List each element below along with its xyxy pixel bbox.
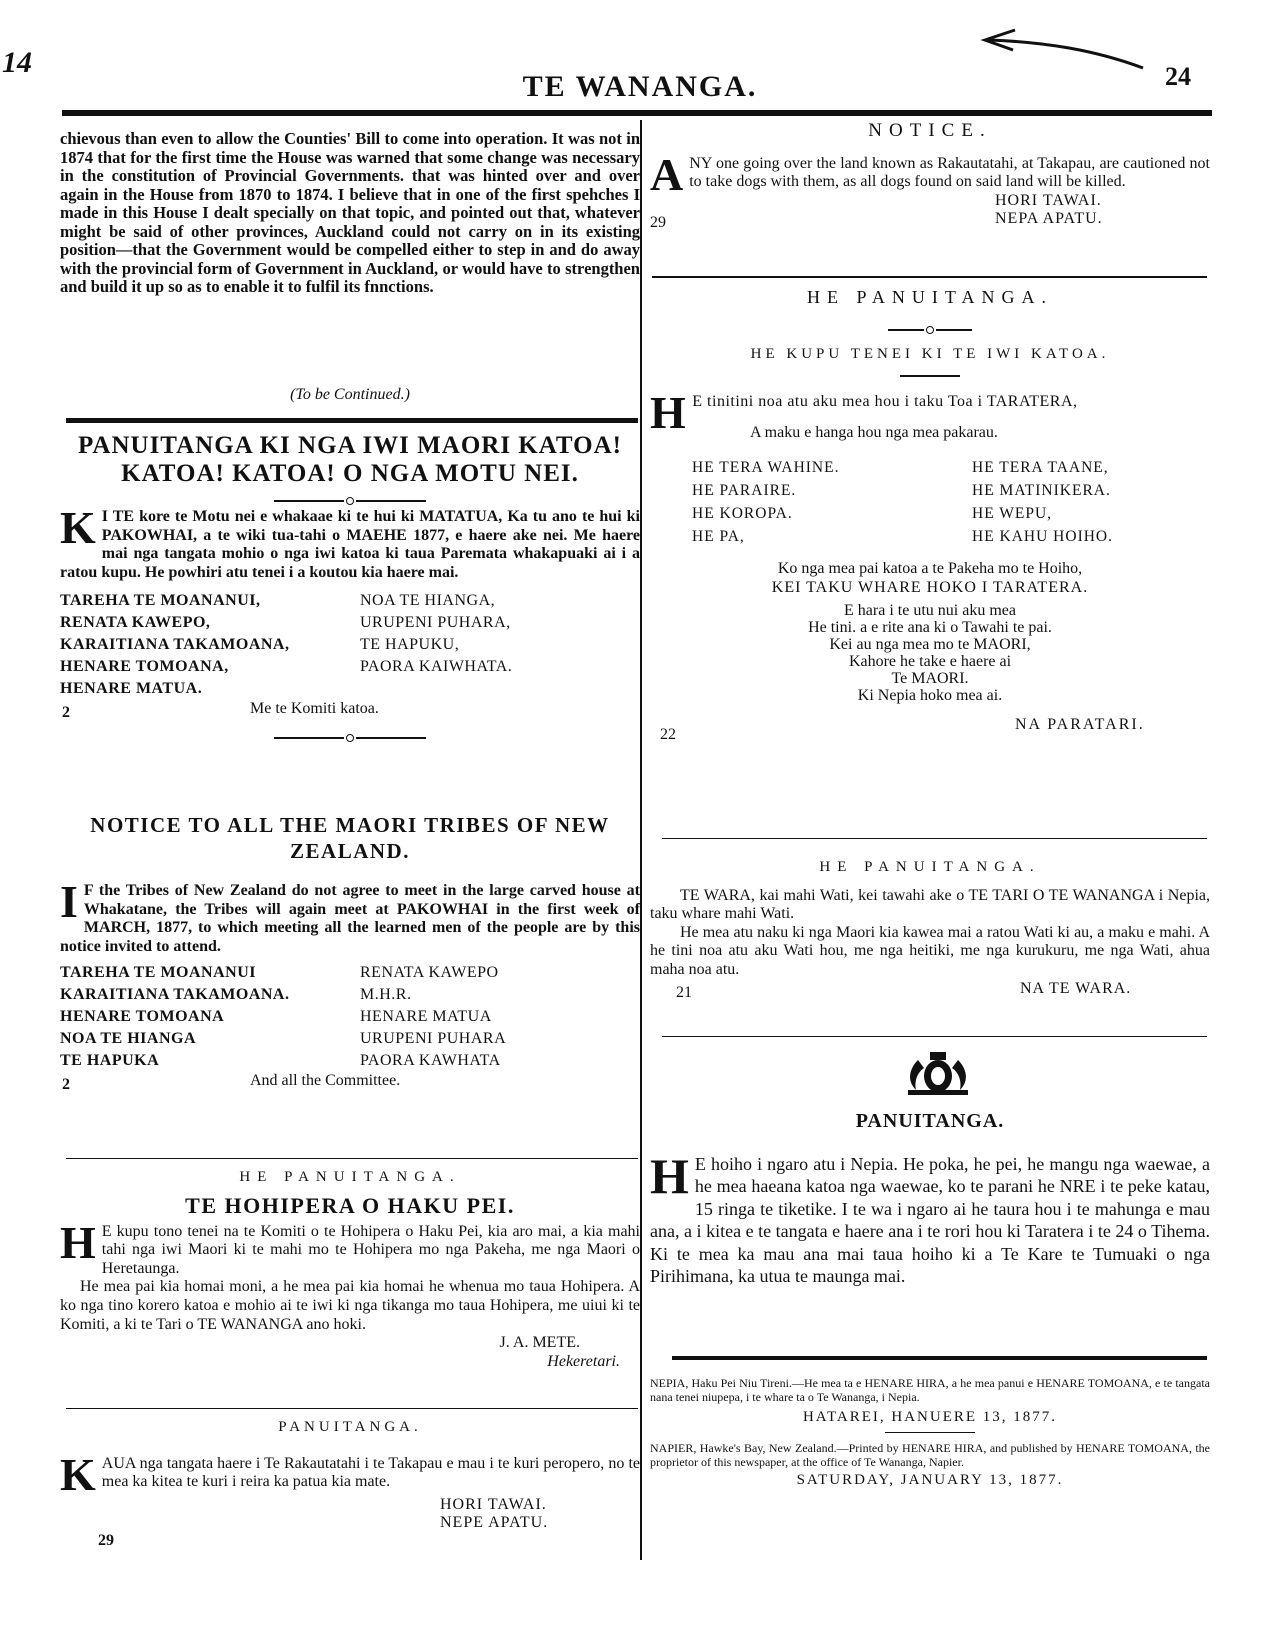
short-rule	[900, 375, 960, 377]
arrow-icon	[975, 28, 1145, 73]
kuri-notice	[60, 1418, 640, 1562]
names-right: RENATA KAWEPO M.H.R. HENARE MATUA URUPENI PUHARA PAORA KAWHATA	[360, 964, 507, 1070]
wara-signer: NA TE WARA.	[1020, 979, 1132, 997]
kuri-heading: PANUITANGA.	[278, 1419, 422, 1435]
paratari-body: H E tinitini noa atu aku mea hou i taku Toa i TARATERA,	[650, 387, 1078, 439]
wara-notice	[650, 858, 1210, 1004]
paratari-heading: HE PANUITANGA.	[807, 287, 1053, 307]
names-left: TAREHA TE MOANANUI, RENATA KAWEPO, KARAITIANA TAKAMOANA, HENARE TOMOANA, HENARE MATUA.	[60, 592, 290, 698]
paratari-verse: E hara i te utu nui aku mea He tini. a e rite ana ki o Tawahi te pai. Kei au nga mea mo te MAORI, Kahore he take e haere ai Te MAORI. Ki Nepia hoko mea ai.	[808, 601, 1052, 704]
issue-number: 29	[98, 1531, 114, 1549]
hohipera-body-2: He mea pai kia homai moni, a he mea pai kia homai he whenua mo taua Hohipera. A ko nga tino korero katoa e mohio ai te iwi ki nga tikanga mo taua Hohipera, me uiui ki te Komiti, a ki te Tari o TE WANANGA ano hoki.	[60, 1278, 640, 1333]
drop-cap: K	[60, 1448, 96, 1500]
paratari-line-1: Ko nga mea pai katoa a te Pakeha mo te Hoiho,	[777, 560, 1083, 578]
section-rule	[652, 276, 1207, 278]
section-rule	[662, 838, 1207, 839]
issue-number: 22	[660, 725, 676, 743]
notice-dogs-signer-1: HORI TAWAI.	[995, 191, 1102, 209]
section-rule	[66, 418, 638, 423]
panui1-body: K I TE kore te Motu nei e whakaae ki te hui ki MATATUA, Ka tu ano te hui ki PAKOWHAI, a te wiki tua-tahi o MAEHE 1877, e haere ake nei. Me haere mai nga tangata mohio o nga iwi katoa ki taua Paremata whakapuaki ai i a ratou kupu. He powhiri atu tenei i a koutou kia haere mai.	[60, 502, 640, 581]
colophon-maori-date: HATAREI, HANUERE 13, 1877.	[802, 1409, 1058, 1425]
kuri-signer-2: NEPE APATU.	[440, 1513, 549, 1531]
colophon-rule	[885, 1432, 975, 1433]
hohipera-signer-title: Hekeretari.	[547, 1352, 620, 1370]
notice1-heading: NOTICE TO ALL THE MAORI TRIBES OF NEW ZEALAND.	[90, 813, 610, 863]
ornament-divider	[60, 728, 640, 740]
drop-cap: H	[60, 1216, 96, 1268]
notice-maori-tribes	[60, 812, 640, 1094]
kuri-body: KAUA nga tangata haere i Te Rakautatahi i te Takapau e mau i te kuri peropero, no te mea ka kitea te kuri i reira ka patua kia mate.	[60, 1448, 640, 1500]
drop-cap: I	[60, 876, 78, 927]
hoiho-heading: PANUITANGA.	[855, 1110, 1005, 1132]
hohipera-body: H E kupu tono tenei na te Komiti o te Hohipera o Haku Pei, kia aro mai, a kia mahi tahi nga iwi Maori ki te mahi mo te Hohipera mo nga Pakeha, me nga Maori o Heretaunga.	[60, 1216, 640, 1277]
ornament-divider	[650, 321, 1210, 333]
panuitanga-iwi-maori	[60, 432, 640, 744]
paratari-body-2: A maku e hanga hou nga mea pakarau.	[750, 423, 998, 441]
colophon-english: NAPIER, Hawke's Bay, New Zealand.—Printed by HENARE HIRA, and published by HENARE TOMOANA, the proprietor of this newspaper, at the office of Te Wananga, Napier.	[650, 1441, 1210, 1469]
kuri-signer-1: HORI TAWAI.	[440, 1495, 547, 1513]
notice-dogs	[650, 122, 1210, 232]
royal-crest-icon	[888, 1050, 988, 1098]
to-be-continued: (To be Continued.)	[290, 386, 410, 403]
paratari-notice	[650, 288, 1210, 746]
page-number: 24	[1165, 62, 1191, 91]
notice-dogs-body: ANY one going over the land known as Rakautatahi, at Takapau, are cautioned not to take dogs with them, as all dogs found on said land will be killed.	[650, 148, 1210, 200]
wara-body-1: TE WARA, kai mahi Wati, kei tawahi ake o TE TARI O TE WANANGA i Nepia, taku whare mahi Wati.	[650, 886, 1210, 923]
wara-heading: HE PANUITANGA.	[819, 859, 1041, 875]
notice1-body: I F the Tribes of New Zealand do not agree to meet in the large carved house at Whakatane, the Tribes will again meet at PAKOWHAI in the first week of MARCH, 1877, to which meeting all the learned men of the people are by this notice invited to attend.	[60, 876, 640, 955]
panui1-names	[60, 590, 640, 700]
drop-cap: K	[60, 502, 96, 553]
drop-cap: H	[650, 1147, 689, 1204]
colophon	[650, 1376, 1210, 1487]
notice-dogs-signer-2: NEPA APATU.	[995, 209, 1103, 227]
column-divider	[640, 120, 642, 1560]
paratari-subheading: HE KUPU TENEI KI TE IWI KATOA.	[750, 345, 1110, 362]
hoiho-body: H E hoiho i ngaro atu i Nepia. He poka, he pei, he mangu nga waewae, a he mea haeana katoa nga waewae, ko te parani he NRE i te peke katau, 15 ringa te tiketike. I te wa i ngaro ai he taura hou i te mahunga e mau ana, a i kitea e te tangata e haere ana i te rori hou ki Taratera i te 24 o Tihema. Ki te mea ka mau ana mai taua hoiho ki a Te Kare te Tumuaki o nga Pirihimana, ka utua te maunga mai.	[650, 1147, 1210, 1287]
issue-number: 21	[676, 983, 692, 1001]
ornament-divider	[60, 492, 640, 504]
hohipera-notice	[60, 1168, 640, 1371]
colophon-maori: NEPIA, Haku Pei Niu Tireni.—He mea ta e HENARE HIRA, a he mea panui e HENARE TOMOANA, e te tangata nana tenei niupepa, i te whare ta o Te Wananga, i Nepia.	[650, 1376, 1210, 1404]
hohipera-signer: J. A. METE.	[499, 1334, 580, 1352]
issue-number: 2	[62, 704, 70, 722]
hoiho-notice	[650, 1112, 1210, 1288]
section-rule	[662, 1036, 1207, 1037]
continued-article: chievous than even to allow the Counties' Bill to come into operation. It was not in 1874 that for the first time the House was warned that some change was necessary in the constitution of Provincial Governments. that was hinted over and over again in the House from 1870 to 1874. I believe that in one of the first spehches I made in this House I dealt specially on that topic, and pointed out that, whatever might be said of other provinces, Auckland could not carry on in its existing position—that the Government would be compelled either to step in and do away with the provincial form of Government in Auckland, or would have to strengthen and build it up so as to enable it to fulfil its fnnctions.	[60, 129, 640, 296]
items-left: HE TERA WAHINE. HE PARAIRE. HE KOROPA. HE PA,	[692, 459, 840, 546]
paratari-signer: NA PARATARI.	[1015, 715, 1145, 733]
notice1-names	[60, 962, 640, 1072]
notice-dogs-heading: NOTICE.	[868, 120, 992, 141]
drop-cap: A	[650, 148, 684, 200]
panui1-heading: PANUITANGA KI NGA IWI MAORI KATOA! KATOA! KATOA! O NGA MOTU NEI.	[78, 432, 622, 487]
wara-body-2: He mea atu naku ki nga Maori kia kawea mai a ratou Wati ki au, a maku e mahi. A he tini noa atu aku Wati hou, me nga heitiki, me nga kurukuru, me nga Wati, ahua maha noa atu.	[650, 923, 1210, 978]
masthead-rule	[62, 110, 1212, 116]
committee-line: And all the Committee.	[250, 1072, 401, 1090]
names-right: NOA TE HIANGA, URUPENI PUHARA, TE HAPUKU, PAORA KAIWHATA.	[360, 592, 513, 676]
names-left: TAREHA TE MOANANUI KARAITIANA TAKAMOANA. HENARE TOMOANA NOA TE HIANGA TE HAPUKA	[60, 964, 290, 1070]
hohipera-kicker: HE PANUITANGA.	[239, 1169, 461, 1185]
paratari-line-2: KEI TAKU WHARE HOKO I TARATERA.	[771, 578, 1089, 596]
paratari-items	[650, 456, 1210, 548]
committee-line: Me te Komiti katoa.	[250, 700, 379, 718]
margin-mark: 14	[2, 46, 32, 79]
section-rule	[66, 1408, 638, 1409]
section-rule	[66, 1158, 638, 1159]
drop-cap: H	[650, 387, 687, 439]
items-right: HE TERA TAANE, HE MATINIKERA. HE WEPU, HE KAHU HOIHO.	[972, 459, 1113, 546]
hohipera-heading: TE HOHIPERA O HAKU PEI.	[185, 1192, 515, 1218]
issue-number: 2	[62, 1076, 70, 1094]
colophon-english-date: SATURDAY, JANUARY 13, 1877.	[796, 1472, 1064, 1488]
issue-number: 29	[650, 213, 666, 231]
masthead-title: TE WANANGA.	[522, 70, 758, 103]
section-rule	[672, 1356, 1207, 1360]
